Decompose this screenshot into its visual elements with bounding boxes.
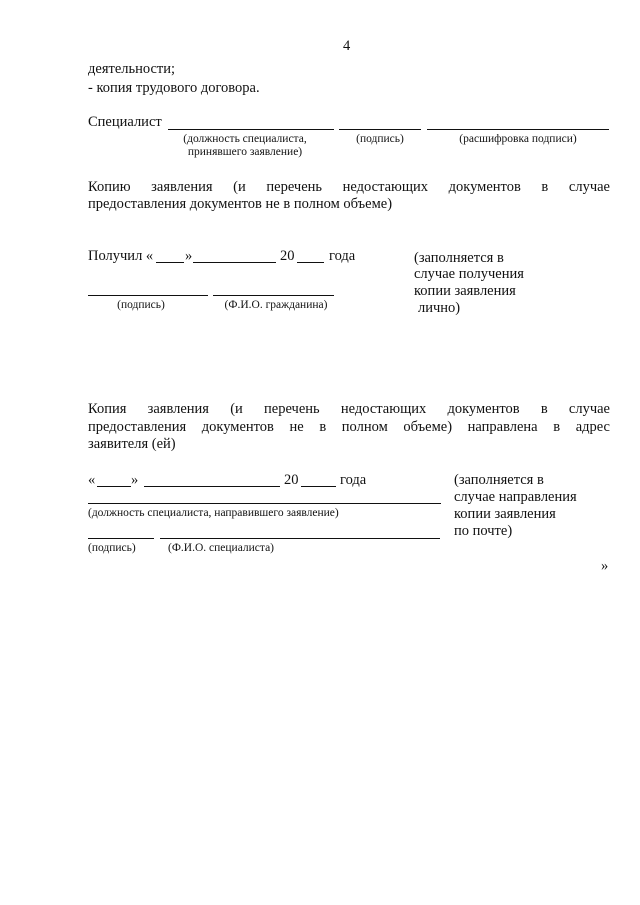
specialist-signature-line — [339, 129, 421, 130]
intro-line-1: деятельности; — [88, 61, 176, 77]
specialist-label: Специалист — [88, 114, 162, 130]
copy2-note-line-1: (заполняется в — [454, 472, 544, 488]
copy1-note-line-1: (заполняется в — [414, 250, 504, 266]
sent-signature-line — [88, 538, 154, 539]
sent-month-line — [144, 486, 280, 487]
specialist-decoding-line — [427, 129, 609, 130]
received-year-line — [297, 262, 324, 263]
sent-quote-close: » — [131, 472, 139, 488]
citizen-fio-line — [213, 295, 334, 296]
sent-year-line — [301, 486, 336, 487]
copy2-text-line-2: предоставления документов не в полном объеме) направлена в адрес — [88, 419, 610, 435]
sent-fio-line — [160, 538, 440, 539]
copy2-note-line-2: случае направления — [454, 489, 577, 505]
copy2-text-line-1: Копия заявления (и перечень недостающих документов в случае — [88, 401, 610, 417]
caption-sent-fio: (Ф.И.О. специалиста) — [168, 542, 274, 554]
caption-sent-position: (должность специалиста, направившего заявление) — [88, 507, 339, 519]
copy2-text-line-3: заявителя (ей) — [88, 436, 176, 452]
page-number: 4 — [343, 38, 351, 54]
copy1-text-line-2: предоставления документов не в полном объеме) — [88, 196, 393, 212]
citizen-signature-line — [88, 295, 208, 296]
sent-year-prefix: 20 — [284, 472, 299, 488]
received-quote-close: » — [185, 248, 193, 264]
received-year-prefix: 20 — [280, 248, 295, 264]
received-month-line — [193, 262, 276, 263]
sent-day-line — [97, 486, 131, 487]
received-day-line — [156, 262, 184, 263]
copy1-note-line-2: случае получения — [414, 266, 524, 282]
received-year-suffix: года — [329, 248, 356, 264]
sent-year-suffix: года — [340, 472, 367, 488]
caption-specialist-signature: (подпись) — [356, 133, 404, 145]
copy1-note-line-4: лично) — [418, 300, 461, 316]
caption-specialist-accepted: принявшего заявление) — [187, 146, 303, 158]
caption-citizen-signature: (подпись) — [117, 299, 165, 311]
specialist-position-line — [168, 129, 334, 130]
intro-line-2: - копия трудового договора. — [88, 80, 260, 96]
sent-position-line — [88, 503, 441, 504]
copy1-note-line-3: копии заявления — [414, 283, 516, 299]
copy2-note-line-3: копии заявления — [454, 506, 556, 522]
closing-quote: » — [601, 558, 609, 574]
caption-sent-signature: (подпись) — [88, 542, 136, 554]
caption-specialist-position: (должность специалиста, — [183, 133, 307, 145]
received-label: Получил « — [88, 248, 154, 264]
copy1-text-line-1: Копию заявления (и перечень недостающих документов в случае — [88, 179, 610, 195]
copy2-note-line-4: по почте) — [454, 523, 513, 539]
sent-quote-open: « — [88, 472, 96, 488]
caption-citizen-fio: (Ф.И.О. гражданина) — [224, 299, 328, 311]
caption-specialist-decoding: (расшифровка подписи) — [459, 133, 577, 145]
